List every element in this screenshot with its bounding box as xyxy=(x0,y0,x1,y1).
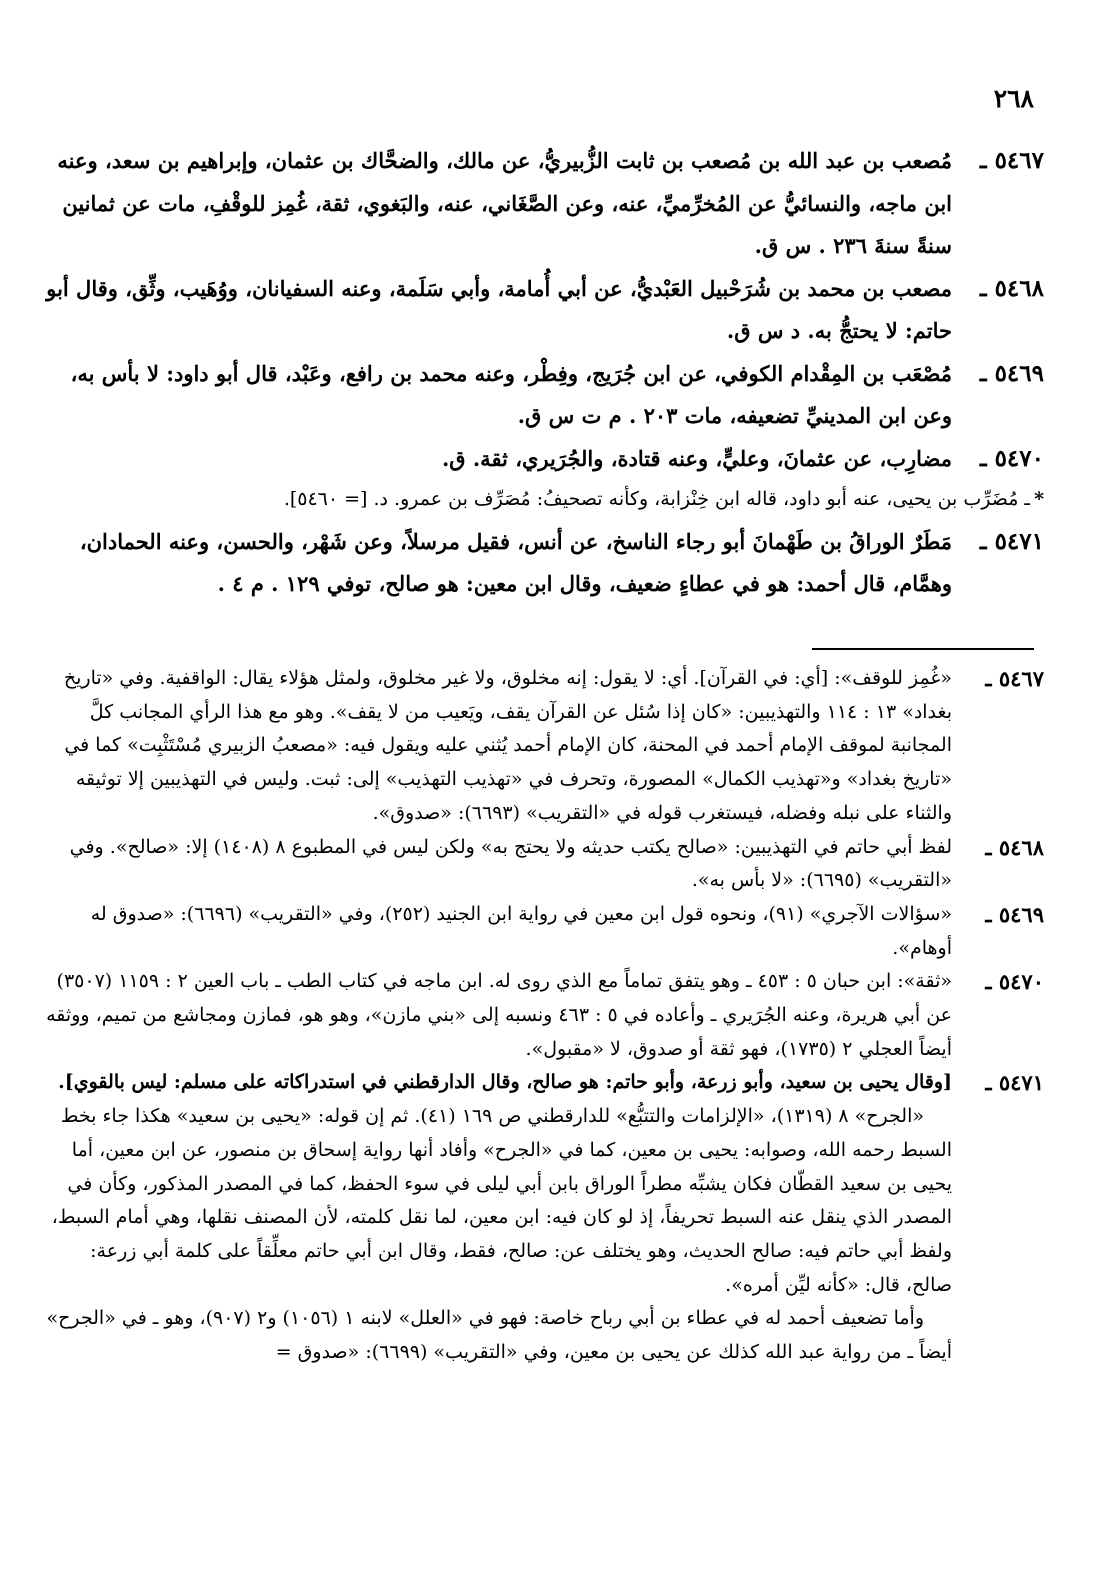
footnote-divider xyxy=(812,648,1034,650)
note-number: ٥٤٧١ ـ xyxy=(985,1070,1044,1096)
main-text xyxy=(44,140,1044,606)
entry-text: مصعب بن محمد بن شُرَحْبيل العَبْديُّ، عن أبي أُمامة، وأبي سَلَمة، وعنه السفيانان، ووُهَيب، وثِّق، وقال أبو حاتم: لا يحتجُّ به. د س ق. xyxy=(46,275,952,343)
note-paragraph: «الجرح» ٨ (١٣١٩)، «الإلزامات والتتبُّع» للدارقطني ص ١٦٩ (٤١). ثم إن قوله: «يحيى بن سعيد» هكذا جاء بخط السبط رحمه الله، وصوابه: يحيى بن معين، كما في «الجرح» وأفاد أنها رواية إسحاق بن منصور، عن ابن معين، أما يحيى بن سعيد القطّان فكان يشبِّه مطراً الوراق بابن أبي ليلى في سوء الحفظ، كما في المصدر المذكور، وكأن في المصدر الذي ينقل عنه السبط تحريفاً، إذ لو كان فيه: ابن معين، لما نقل كلمته، لأن المصنف نقلها، وهي أمام السبط، ولفظ أبي حاتم فيه: صالح الحديث، وهو يختلف عن: صالح، فقط، وقال ابن أبي حاتم معلِّقاً على كلمة أبي زرعة: صالح، قال: «كأنه ليِّن أمره». xyxy=(51,1105,952,1296)
entry-number: ٥٤٦٩ ـ xyxy=(979,359,1044,387)
entry-text: ـ مُضَرِّب بن يحيى، عنه أبو داود، قاله ابن خِنْزابة، وكأنه تصحيفُ: مُصَرِّف بن عمرو. د. [= ٥٤٦٠]. xyxy=(283,488,1030,510)
entry-text: مضارِب، عن عثمانَ، وعليٍّ، وعنه قتادة، والجُرَيري، ثقة. ق. xyxy=(441,445,952,471)
note-5471 xyxy=(44,1066,1044,1100)
entry-5470 xyxy=(44,438,1044,481)
note-text: «ثقة»: ابن حبان ٥ : ٤٥٣ ـ وهو يتفق تماماً مع الذي روى له. ابن ماجه في كتاب الطب ـ باب العين ٢ : ١١٥٩ (٣٥٠٧) عن أبي هريرة، وعنه الجُرَيري ـ وأعاده في ٥ : ٤٦٣ ونسبه إلى «بني مازن»، وهو هو، فمازن ومجاشع من تميم، ووثقه أيضاً العجلي ٢ (١٧٣٥)، فهو ثقة أو صدوق، لا «مقبول». xyxy=(46,970,952,1060)
entry-5471 xyxy=(44,521,1044,606)
note-text: [وقال يحيى بن سعيد، وأبو زرعة، وأبو حاتم: هو صالح، وقال الدارقطني في استدراكاته على مسلم: ليس بالقوي]. xyxy=(58,1071,952,1094)
entry-5467 xyxy=(44,140,1044,268)
note-paragraph: وأما تضعيف أحمد له في عطاء بن أبي رباح خاصة: فهو في «العلل» لابنه ١ (١٠٥٦) و٢ (٩٠٧)، وهو ـ في «الجرح» أيضاً ـ من رواية عبد الله كذلك عن يحيى بن معين، وفي «التقريب» (٦٦٩٩): «صدوق = xyxy=(46,1307,952,1364)
entry-number: ٥٤٧٠ ـ xyxy=(979,444,1044,472)
entry-5468 xyxy=(44,268,1044,353)
star-marker: * xyxy=(1034,488,1044,510)
entry-text: مَطَرٌ الوراقُ بن طَهْمانَ أبو رجاء الناسخ، عن أنس، فقيل مرسلاً، وعن شَهْر، والحسن، وعنه الحمادان، وهمَّام، قال أحمد: هو في عطاءٍ ضعيف، وقال ابن معين: هو صالح، توفي ١٢٩ . م ٤ . xyxy=(79,528,952,596)
note-text: «سؤالات الآجري» (٩١)، ونحوه قول ابن معين في رواية ابن الجنيد (٢٥٢)، وفي «التقريب» (٦٦٩٦): «صدوق له أوهام». xyxy=(90,902,952,959)
note-number: ٥٤٦٧ ـ xyxy=(985,666,1044,691)
page-number: ٢٦٨ xyxy=(993,84,1034,113)
note-5469 xyxy=(44,898,1044,965)
note-number: ٥٤٧٠ ـ xyxy=(985,969,1044,995)
entry-number: ٥٤٦٧ ـ xyxy=(979,147,1044,174)
note-number: ٥٤٦٨ ـ xyxy=(985,834,1044,860)
entry-star xyxy=(44,478,1044,521)
entry-text: مُصْعَب بن المِقْدام الكوفي، عن ابن جُرَيج، وفِطْر، وعنه محمد بن رافع، وعَبْد، قال أبو داود: لا بأس به، وعن ابن المدينيِّ تضعيفه، مات ٢٠٣ . م ت س ق. xyxy=(70,360,952,428)
entry-5469 xyxy=(44,353,1044,438)
entry-number: ٥٤٦٨ ـ xyxy=(979,274,1044,302)
entry-number: ٥٤٧١ ـ xyxy=(979,527,1044,555)
note-5467 xyxy=(44,662,1044,831)
note-number: ٥٤٦٩ ـ xyxy=(985,901,1044,927)
footnotes xyxy=(44,662,1044,1370)
note-5470 xyxy=(44,965,1044,1066)
note-text: «غُمِز للوقف»: [أي: في القرآن]. أي: لا يقول: إنه مخلوق، ولا غير مخلوق، ولمثل هؤلاء يقال: الواقفية. وفي «تاريخ بغداد» ١٣ : ١١٤ والتهذيبين: «كان إذا سُئل عن القرآن يقف، ويَعيب من لا يقف». وهو مع هذا الرأي المجانب كلَّ المجانبة لموقف الإمام أحمد في المحنة، كان الإمام أحمد يُثني عليه ويقول فيه: «مصعبُ الزبيري مُسْتَثْبِت» كما في «تاريخ بغداد» و«تهذيب الكمال» المصورة، وتحرف في «تهذيب التهذيب» إلى: ثبت. وليس في التهذيبين إلا توثيقه والثناء على نبله وفضله، فيستغرب قوله في «التقريب» (٦٦٩٣): «صدوق». xyxy=(63,667,952,824)
note-text: لفظ أبي حاتم في التهذيبين: «صالح يكتب حديثه ولا يحتج به» ولكن ليس في المطبوع ٨ (١٤٠٨) إلا: «صالح». وفي «التقريب» (٦٦٩٥): «لا بأس به». xyxy=(69,835,952,892)
entry-text: مُصعب بن عبد الله بن مُصعب بن ثابت الزُّبيريُّ، عن مالك، والضحَّاك بن عثمان، وإبراهيم بن سعد، وعنه ابن ماجه، والنسائيُّ عن المُخرِّميِّ، عنه، وعن الصَّغَاني، عنه، والبَغوي، ثقة، غُمِز للوقْفِ، مات عن ثمانين سنةً سنةَ ٢٣٦ . س ق. xyxy=(57,148,952,258)
note-5468 xyxy=(44,831,1044,898)
